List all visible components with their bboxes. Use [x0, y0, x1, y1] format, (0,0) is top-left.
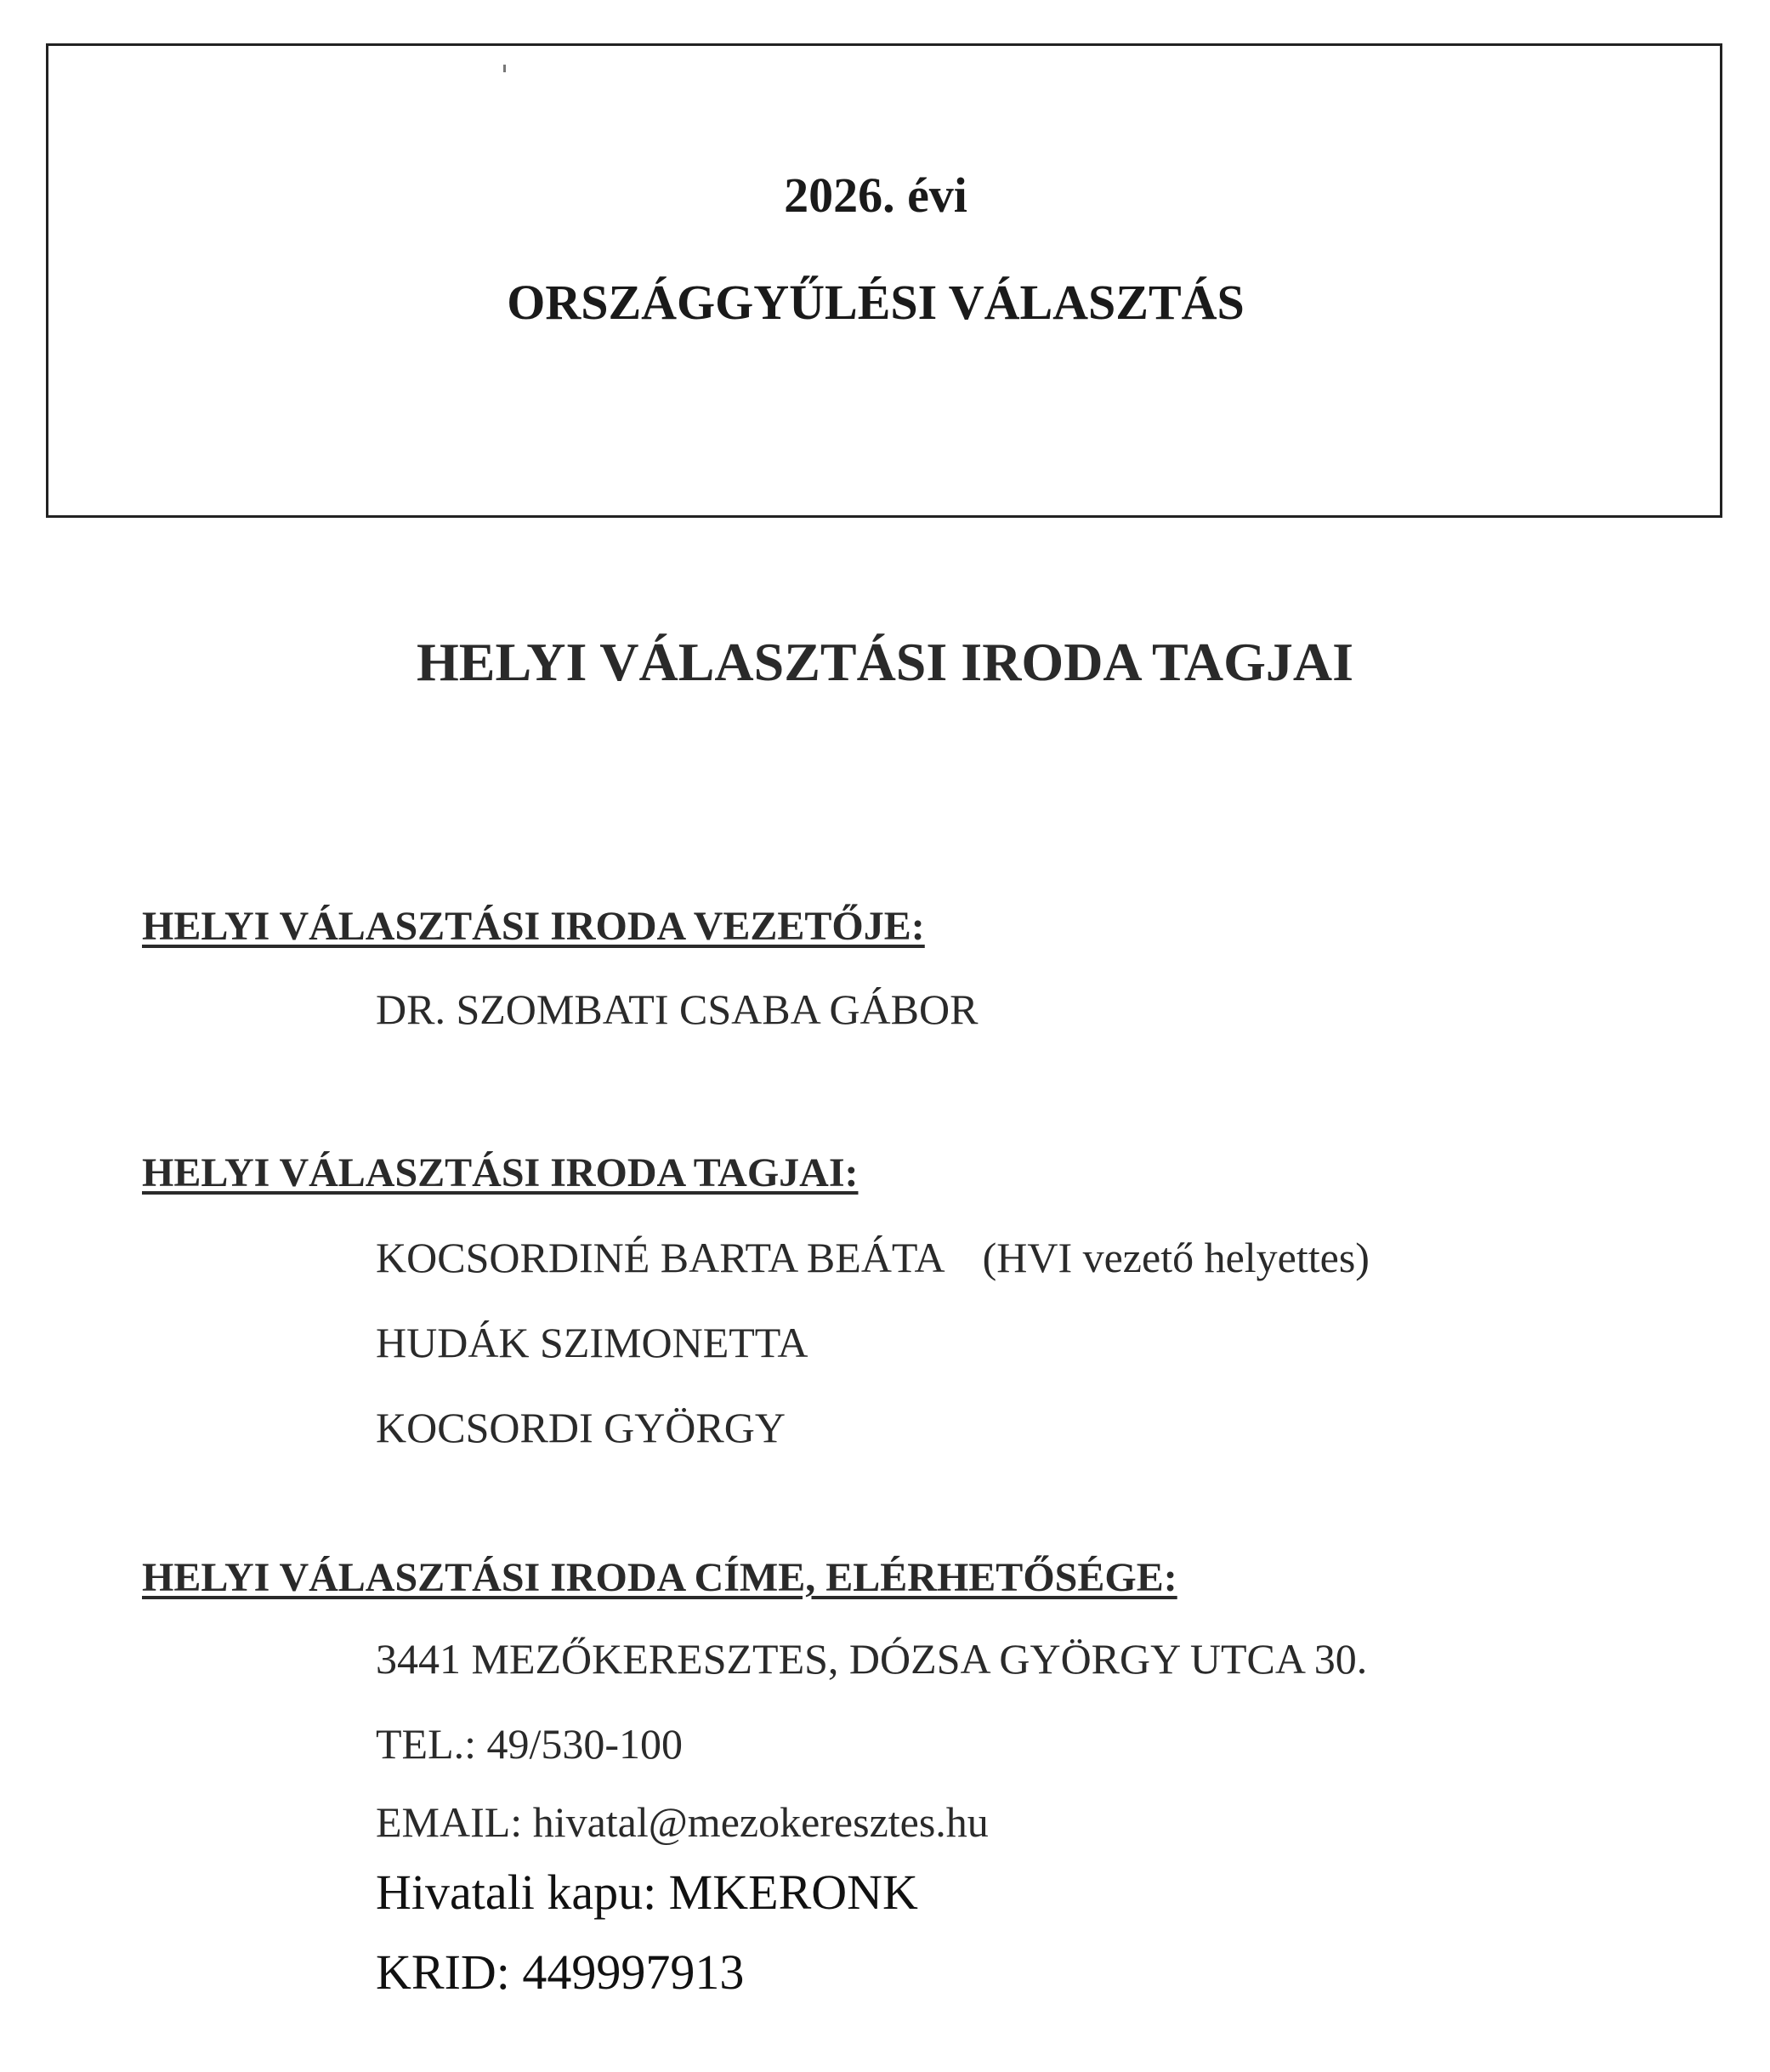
scan-speck: [503, 65, 506, 72]
contact-phone: TEL.: 49/530-100: [376, 1720, 684, 1768]
header-box: [46, 43, 1722, 518]
leader-heading: HELYI VÁLASZTÁSI IRODA VEZETŐJE:: [142, 904, 925, 949]
member-item: [376, 1233, 1370, 1282]
contact-email: EMAIL: hivatal@mezokeresztes.hu: [376, 1798, 989, 1846]
member-name: HUDÁK SZIMONETTA: [376, 1319, 808, 1366]
contact-heading: HELYI VÁLASZTÁSI IRODA CÍME, ELÉRHETŐSÉGE:: [142, 1555, 1177, 1600]
members-heading: HELYI VÁLASZTÁSI IRODA TAGJAI:: [142, 1150, 859, 1195]
member-item: [376, 1403, 786, 1452]
member-item: [376, 1318, 808, 1367]
member-name: KOCSORDI GYÖRGY: [376, 1404, 786, 1451]
election-year: 2026. évi: [784, 167, 967, 223]
contact-address: 3441 MEZŐKERESZTES, DÓZSA GYÖRGY UTCA 30.: [376, 1635, 1368, 1683]
election-title: ORSZÁGGYŰLÉSI VÁLASZTÁS: [507, 275, 1245, 330]
member-name: KOCSORDINÉ BARTA BEÁTA: [376, 1234, 945, 1281]
contact-krid: KRID: 449997913: [376, 1944, 745, 2000]
page-title: HELYI VÁLASZTÁSI IRODA TAGJAI: [417, 632, 1353, 692]
member-role-note: (HVI vezető helyettes): [982, 1234, 1370, 1281]
contact-gateway: Hivatali kapu: MKERONK: [376, 1865, 918, 1920]
leader-name: DR. SZOMBATI CSABA GÁBOR: [376, 985, 979, 1033]
